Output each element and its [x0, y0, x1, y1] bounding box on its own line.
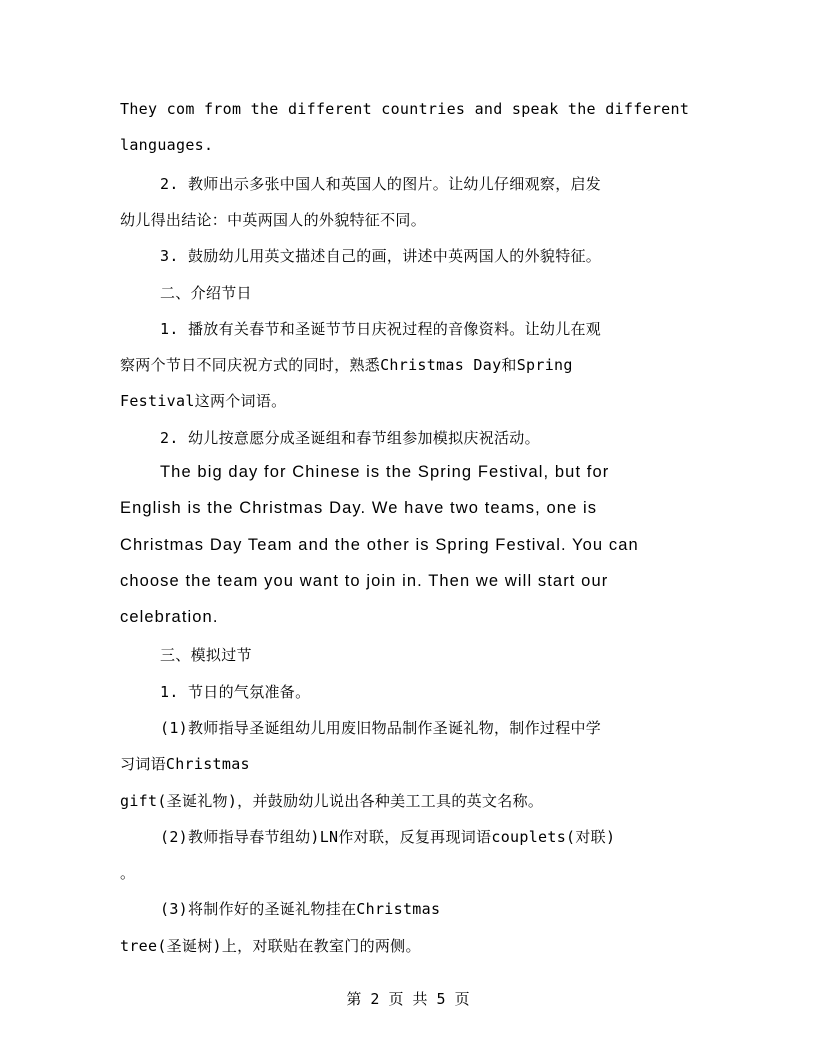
text-line-15: celebration.	[120, 608, 219, 626]
text-line-23: (3)将制作好的圣诞礼物挂在Christmas	[160, 900, 441, 918]
text-line-22: 。	[120, 864, 136, 882]
text-line-9: Festival这两个词语。	[120, 392, 287, 410]
text-line-19: 习词语Christmas	[120, 755, 250, 773]
section-heading-3: 三、模拟过节	[160, 646, 252, 664]
text-line-17: 1. 节日的气氛准备。	[160, 683, 311, 701]
page-footer: 第 2 页 共 5 页	[346, 990, 470, 1008]
text-line-18: (1)教师指导圣诞组幼儿用废旧物品制作圣诞礼物，制作过程中学	[160, 719, 602, 737]
text-line-1: They com from the different countries and speak the different	[120, 100, 690, 118]
text-line-11: The big day for Chinese is the Spring Festival, but for	[160, 463, 610, 481]
text-line-20: gift(圣诞礼物)，并鼓励幼儿说出各种美工工具的英文名称。	[120, 792, 544, 810]
text-line-13: Christmas Day Team and the other is Spring Festival. You can	[120, 536, 639, 554]
text-line-4: 幼儿得出结论：中英两国人的外貌特征不同。	[120, 211, 427, 229]
text-line-5: 3. 鼓励幼儿用英文描述自己的画，讲述中英两国人的外貌特征。	[160, 247, 602, 265]
text-line-8: 察两个节日不同庆祝方式的同时，熟悉Christmas Day和Spring	[120, 356, 573, 374]
text-line-2: languages.	[120, 136, 214, 154]
text-line-12: English is the Christmas Day. We have two teams, one is	[120, 499, 598, 517]
text-line-7: 1. 播放有关春节和圣诞节节日庆祝过程的音像资料。让幼儿在观	[160, 320, 602, 338]
text-line-3: 2. 教师出示多张中国人和英国人的图片。让幼儿仔细观察，启发	[160, 175, 602, 193]
text-line-21: (2)教师指导春节组幼)LN作对联，反复再现词语couplets(对联)	[160, 828, 616, 846]
section-heading-2: 二、介绍节日	[160, 284, 252, 302]
text-line-14: choose the team you want to join in. Then we will start our	[120, 572, 609, 590]
text-line-10: 2. 幼儿按意愿分成圣诞组和春节组参加模拟庆祝活动。	[160, 429, 540, 447]
text-line-24: tree(圣诞树)上，对联贴在教室门的两侧。	[120, 937, 421, 955]
